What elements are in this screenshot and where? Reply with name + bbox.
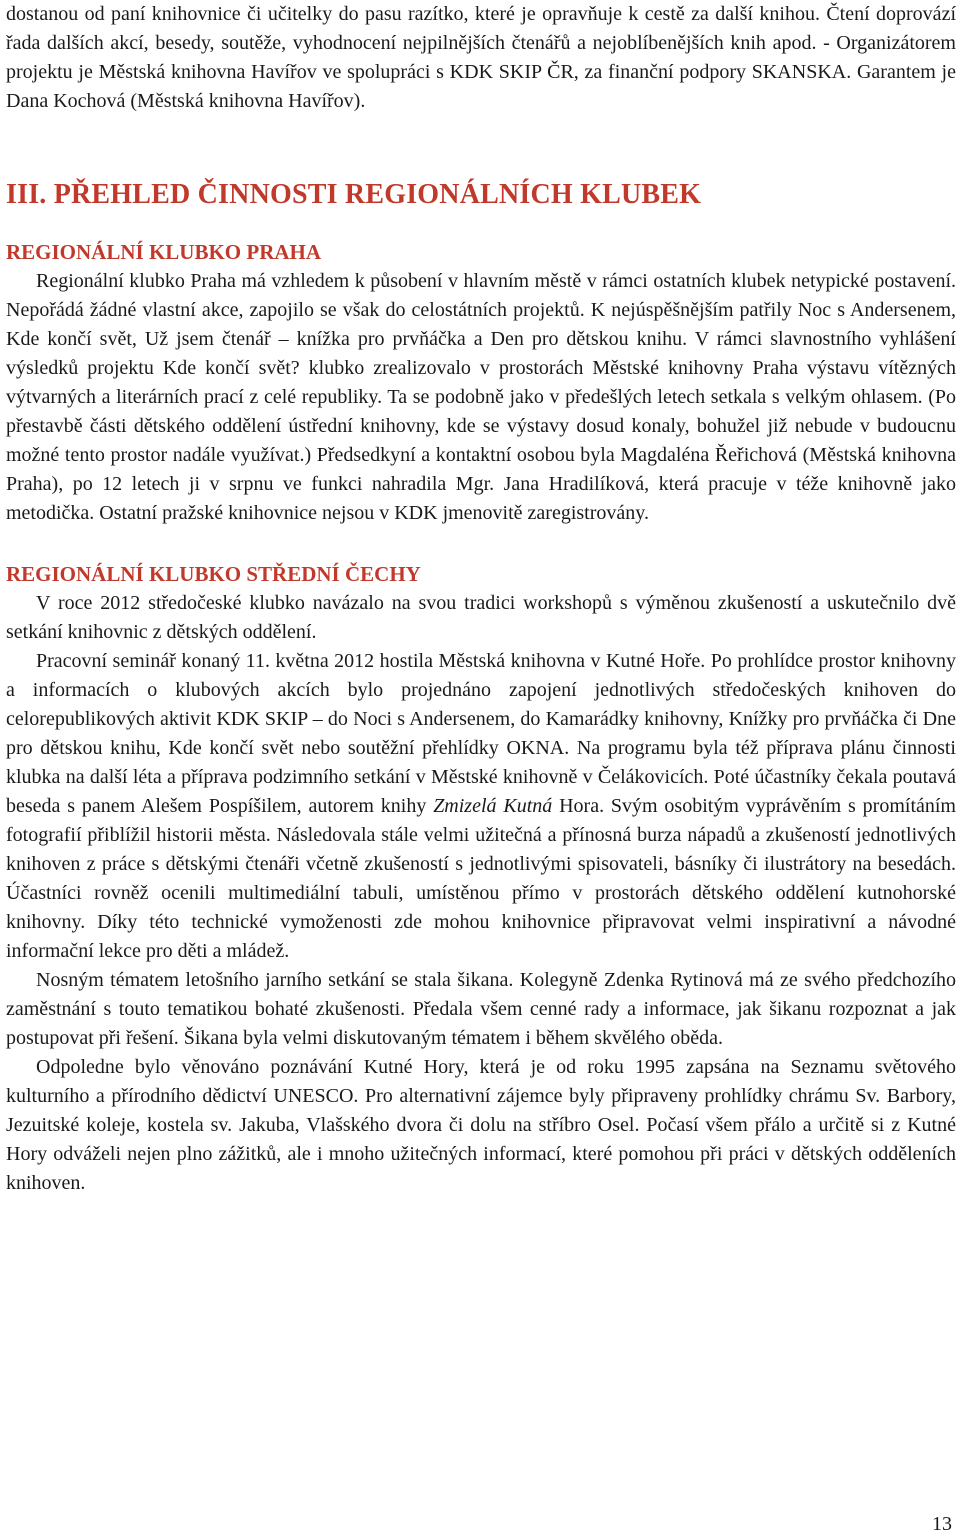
intro-paragraph: dostanou od paní knihovnice či učitelky do pasu razítko, které je opravňuje k cestě za další knihou. Čtení doprovází řada dalších akcí, besedy, soutěže, vyhodnocení nejpilnějších čtenářů a nejoblíbenějších knih apod. - Organizátorem projektu je Městská knihovna Havířov ve spolupráci s KDK SKIP ČR, za finanční podpory SKANSKA. Garantem je Dana Kochová (Městská knihovna Havířov). <box>6 3 956 112</box>
section-heading-stredni-cechy: REGIONÁLNÍ KLUBKO STŘEDNÍ ČECHY <box>6 562 421 586</box>
page-number: 13 <box>932 1513 952 1535</box>
section-heading-praha: REGIONÁLNÍ KLUBKO PRAHA <box>6 240 322 264</box>
book-title: Zmizelá Kutná <box>433 795 553 817</box>
paragraph-text: Pracovní seminář konaný 11. května 2012 hostila Městská knihovna v Kutné Hoře. Po prohlídce prostor knihovny a informacích o klubových akcích bylo projednáno zapojení jednotlivých středočeských knihoven do celorepublikových aktivit KDK SKIP – do Noci s Andersenem, do Kamarádky knihovny, Knížky pro prvňáčka či Dne pro dětskou knihu, Kde končí svět nebo soutěžní přehlídky OKNA. Na programu byla též příprava plánu činnosti klubka na další léta a příprava podzimního setkání v Městské knihovně v Čelákovicích. Poté účastníky čekala poutavá beseda s panem Alešem Pospíšilem, autorem knihy <box>6 650 956 817</box>
document-page <box>6 0 956 1198</box>
stredni-cechy-paragraph-2 <box>6 647 956 966</box>
paragraph-text: Hora. Svým osobitým vyprávěním s promítáním fotografií přiblížil historii města. Následovala stále velmi užitečná a přínosná burza nápadů a zkušeností jednotlivých knihoven z práce s dětskými čtenáři včetně zkušeností s jednotlivými spisovateli, básníky či ilustrátory na besedách. Účastníci rovněž ocenili multimediální tabuli, umístěnou přímo v prostorách dětského oddělení kutnohorské knihovny. Díky této technické vymoženosti zde mohou knihovnice připravovat velmi inspirativní a návodné informační lekce pro děti a mládež. <box>6 795 956 962</box>
stredni-cechy-paragraph-4: Odpoledne bylo věnováno poznávání Kutné Hory, která je od roku 1995 zapsána na Seznamu světového kulturního a přírodního dědictví UNESCO. Pro alternativní zájemce byly připraveny prohlídky chrámu Sv. Barbory, Jezuitské koleje, kostela sv. Jakuba, Vlašského dvora či dolu na stříbro Osel. Počasí všem přálo a určitě si z Kutné Hory odváželi nejen plno zážitků, ale i mnoho užitečných informací, které pomohou při práci v dětských odděleních knihoven. <box>6 1056 956 1194</box>
stredni-cechy-paragraph-1: V roce 2012 středočeské klubko navázalo na svou tradici workshopů s výměnou zkušeností a uskutečnilo dvě setkání knihovnic z dětských oddělení. <box>6 592 956 643</box>
praha-paragraph: Regionální klubko Praha má vzhledem k působení v hlavním městě v rámci ostatních klubek netypické postavení. Nepořádá žádné vlastní akce, zapojilo se však do celostátních projektů. K nejúspěšnějším patřily Noc s Andersenem, Kde končí svět, Už jsem čtenář – knížka pro prvňáčka a Den pro dětskou knihu. V rámci slavnostního vyhlášení výsledků projektu Kde končí svět? klubko zrealizovalo v prostorách Městské knihovny Praha výstavu vítězných výtvarných a literárních prací z celé republiky. Ta se podobně jako v předešlých letech setkala s velkým ohlasem. (Po přestavbě části dětského oddělení ústřední knihovny, kde se výstavy dosud konaly, bohužel již nebude v budoucnu možné tento prostor nadále využívat.) Předsedkyní a kontaktní osobou byla Magdaléna Řeřichová (Městská knihovna Praha), po 12 letech ji v srpnu ve funkci nahradila Mgr. Jana Hradilíková, která pracuje v téže knihovně jako metodička. Ostatní pražské knihovnice nejsou v KDK jmenovitě zaregistrovány. <box>6 270 956 524</box>
stredni-cechy-paragraph-3: Nosným tématem letošního jarního setkání se stala šikana. Kolegyně Zdenka Rytinová má ze svého předchozího zaměstnání s touto tematikou bohaté zkušenosti. Předala všem cenné rady a informace, jak šikanu rozpoznat a jak postupovat při řešení. Šikana byla velmi diskutovaným tématem i během skvělého oběda. <box>6 969 956 1049</box>
chapter-title: III. PŘEHLED ČINNOSTI REGIONÁLNÍCH KLUBEK <box>6 179 702 210</box>
